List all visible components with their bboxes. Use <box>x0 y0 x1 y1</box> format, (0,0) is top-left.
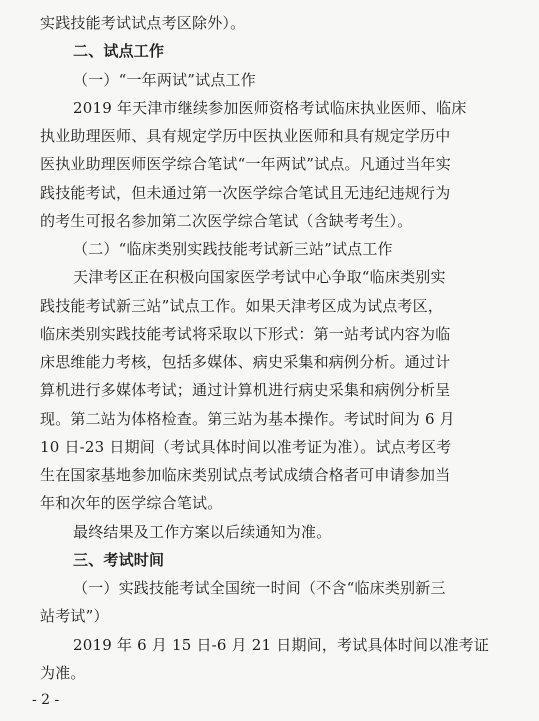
text-line: 执业助理医师、具有规定学历中医执业医师和具有规定学历中 <box>40 127 451 145</box>
text-line: 的考生可报名参加第二次医学综合笔试（含缺考考生）。 <box>40 212 413 230</box>
text-line: 2019 年 6 月 15 日-6 月 21 日期间，考试具体时间以准考证 <box>73 636 490 654</box>
text-line: 床思维能力考核，包括多媒体、病史采集和病例分析。通过计 <box>40 353 451 371</box>
text-line: 天津考区正在积极向国家医学考试中心争取“临床类别实 <box>73 268 446 286</box>
text-line: 践技能考试，但未通过第一次医学综合笔试且无违纪违规行为 <box>40 184 451 202</box>
text-line: 年和次年的医学综合笔试。 <box>40 494 223 512</box>
text-line: 医执业助理医师医学综合笔试“一年两试”试点。凡通过当年实 <box>40 155 451 173</box>
page-number: - 2 - <box>32 692 60 708</box>
subsection-heading: （一）实践技能考试全国统一时间（不含“临床类别新三 <box>73 579 446 597</box>
text-line: 临床类别实践技能考试将采取以下形式：第一站考试内容为临 <box>40 325 451 343</box>
section-heading: 三、考试时间 <box>73 551 165 569</box>
subsection-heading: （二）“临床类别实践技能考试新三站”试点工作 <box>73 240 393 258</box>
text-line: 为准。 <box>40 664 86 682</box>
text-line: 现。第二站为体格检查。第三站为基本操作。考试时间为 6 月 <box>40 410 455 428</box>
text-line: 算机进行多媒体考试；通过计算机进行病史采集和病例分析呈 <box>40 381 451 399</box>
subsection-heading: （一）“一年两试”试点工作 <box>73 71 256 89</box>
text-line: 2019 年天津市继续参加医师资格考试临床执业医师、临床 <box>73 99 467 117</box>
text-line: 践技能考试新三站”试点工作。如果天津考区成为试点考区， <box>40 297 444 315</box>
text-line: 生在国家基地参加临床类别试点考试成绩合格者可申请参加当 <box>40 466 451 484</box>
section-heading: 二、试点工作 <box>73 42 165 60</box>
text-line: 最终结果及工作方案以后续通知为准。 <box>73 523 332 541</box>
text-line: 站考试”） <box>40 607 109 625</box>
text-line: 实践技能考试试点考区除外）。 <box>40 14 246 32</box>
text-line: 10 日-23 日期间（考试具体时间以准考证为准）。试点考区考 <box>40 438 452 456</box>
